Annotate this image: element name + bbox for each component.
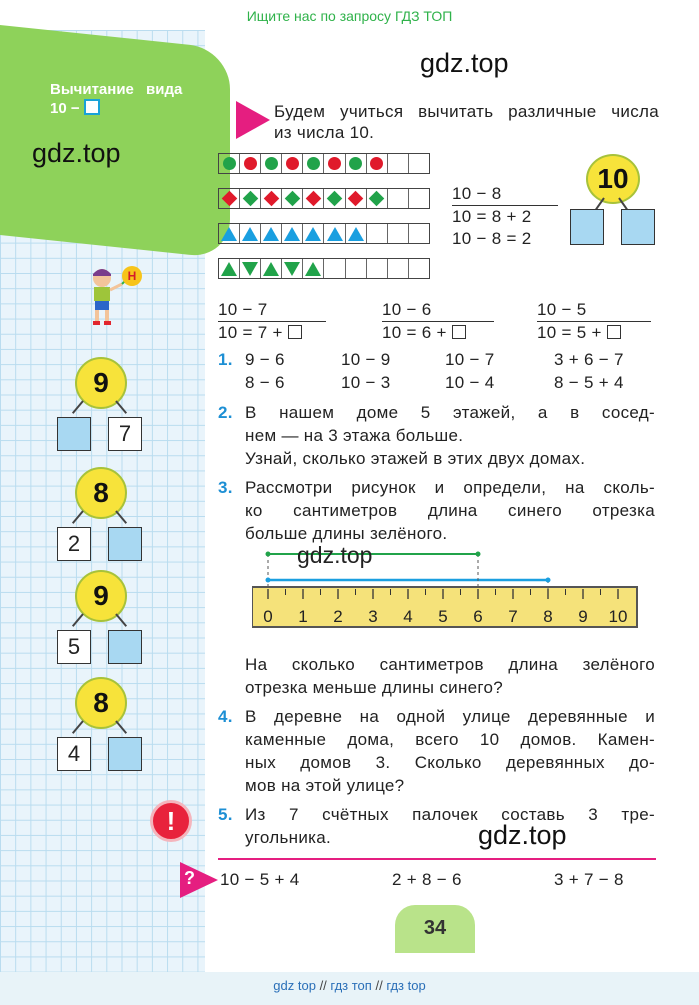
green-start-point: [266, 552, 271, 557]
example2-top: 10 − 6: [382, 298, 494, 322]
tree-left-box: [57, 417, 91, 451]
task1-r2c1: 8 − 6: [245, 373, 285, 392]
tree-circle: 8: [75, 677, 127, 729]
bottom-expr1: 10 − 5 + 4: [220, 870, 300, 889]
tree-circle: 9: [75, 357, 127, 409]
task3-line2: ко сантиметров длина синего отрезка: [245, 501, 655, 520]
task5-number: 5.: [218, 805, 233, 824]
green-end-point: [476, 552, 481, 557]
example1-top: 10 − 7: [218, 298, 326, 322]
tree-10-left-box: [570, 209, 604, 245]
footer-sep-1: //: [319, 978, 327, 993]
pink-triangle-icon: [236, 101, 270, 139]
top-banner: Ищите нас по запросу ГДЗ ТОП: [246, 8, 453, 24]
tree-left-box: 5: [57, 630, 91, 664]
task4-line4: мов на этой улице?: [245, 776, 405, 795]
intro-line1: Будем учиться вычитать различные числа: [274, 102, 659, 121]
tree-circle: 9: [75, 570, 127, 622]
ruler-label: 9: [578, 607, 588, 626]
ruler-label: 10: [608, 607, 628, 626]
ruler-label: 3: [368, 607, 378, 626]
badge-n-icon: Н: [122, 266, 142, 286]
intro-line2: из числа 10.: [274, 123, 375, 142]
footer-link-2[interactable]: гдз топ: [330, 978, 372, 993]
strip-green-triangles: [218, 258, 430, 279]
strip-blue-triangles: [218, 223, 430, 244]
ruler-label: 7: [508, 607, 518, 626]
ruler-label: 5: [438, 607, 448, 626]
task3-number: 3.: [218, 478, 233, 497]
side-example-mid: 10 = 8 + 2: [452, 207, 532, 226]
footer-sep-2: //: [375, 978, 383, 993]
watermark-top: gdz.top: [420, 48, 509, 78]
task4-number: 4.: [218, 707, 233, 726]
blue-start-point: [266, 578, 271, 583]
page-number: 34: [395, 905, 475, 953]
example3-top: 10 − 5: [537, 298, 651, 322]
exclamation-icon: !: [150, 800, 192, 842]
ruler-label: 6: [473, 607, 483, 626]
example1-bottom: 10 = 7 +: [218, 321, 302, 344]
ruler-label: 0: [263, 607, 273, 626]
task1-number: 1.: [218, 350, 233, 369]
watermark-left: gdz.top: [32, 138, 121, 168]
tree-right-box: [108, 527, 142, 561]
footer-links: [0, 978, 699, 993]
task1-r2c4: 8 − 5 + 4: [554, 373, 624, 392]
watermark-ruler: gdz.top: [297, 542, 373, 568]
tree-circle: 8: [75, 467, 127, 519]
tree-left-box: 2: [57, 527, 91, 561]
ruler-label: 4: [403, 607, 413, 626]
strip-diamonds: [218, 188, 430, 209]
task2-number: 2.: [218, 403, 233, 422]
task1-r1c4: 3 + 6 − 7: [554, 350, 624, 369]
footer-link-1[interactable]: gdz top: [273, 978, 316, 993]
strip-dots: [218, 153, 430, 174]
tree-10-right-box: [621, 209, 655, 245]
bottom-expr3: 3 + 7 − 8: [554, 870, 624, 889]
bottom-divider: [218, 858, 656, 860]
task3-question1: На сколько сантиметров длина зелёного: [245, 655, 655, 674]
side-example-top: 10 − 8: [452, 182, 558, 206]
question-mark: ?: [184, 868, 195, 888]
topic-line1: Вычитание вида: [50, 81, 183, 98]
task2-line3: Узнай, сколько этажей в этих двух домах.: [245, 449, 586, 468]
task5-line1: Из 7 счётных палочек составь 3 тре-: [245, 805, 655, 824]
ruler-label: 1: [298, 607, 308, 626]
task1-r1c1: 9 − 6: [245, 350, 285, 369]
side-example-bottom: 10 − 8 = 2: [452, 229, 532, 248]
tree-right-box: [108, 737, 142, 771]
task2-line2: нем — на 3 этажа больше.: [245, 426, 464, 445]
task2-line1: В нашем доме 5 этажей, а в сосед-: [245, 403, 655, 422]
topic-line2: 10 −: [50, 100, 80, 117]
ruler-label: 8: [543, 607, 553, 626]
task1-r1c2: 10 − 9: [341, 350, 391, 369]
tree-right-box: [108, 630, 142, 664]
ruler-label: 2: [333, 607, 343, 626]
task4-line1: В деревне на одной улице деревянные и: [245, 707, 655, 726]
topic-box-icon: [84, 99, 100, 115]
tree-right-box: 7: [108, 417, 142, 451]
example3-bottom: 10 = 5 +: [537, 321, 621, 344]
task3-question2: отрезка меньше длины синего?: [245, 678, 504, 697]
topic-title: [50, 80, 200, 118]
task3-line1: Рассмотри рисунок и определи, на сколь-: [245, 478, 655, 497]
watermark-bottom: gdz.top: [478, 820, 567, 850]
task1-r2c3: 10 − 4: [445, 373, 495, 392]
task5-line2: угольника.: [245, 828, 332, 847]
footer-link-3[interactable]: гдз top: [386, 978, 426, 993]
task1-r2c2: 10 − 3: [341, 373, 391, 392]
bottom-expr2: 2 + 8 − 6: [392, 870, 462, 889]
example2-bottom: 10 = 6 +: [382, 321, 466, 344]
tree-10-circle: 10: [586, 154, 640, 204]
task4-line2: каменные дома, всего 10 домов. Камен-: [245, 730, 655, 749]
task1-r1c3: 10 − 7: [445, 350, 495, 369]
task4-line3: ных домов 3. Сколько деревянных до-: [245, 753, 655, 772]
task3-line3: больше длины зелёного.: [245, 524, 448, 543]
tree-left-box: 4: [57, 737, 91, 771]
blue-end-point: [546, 578, 551, 583]
